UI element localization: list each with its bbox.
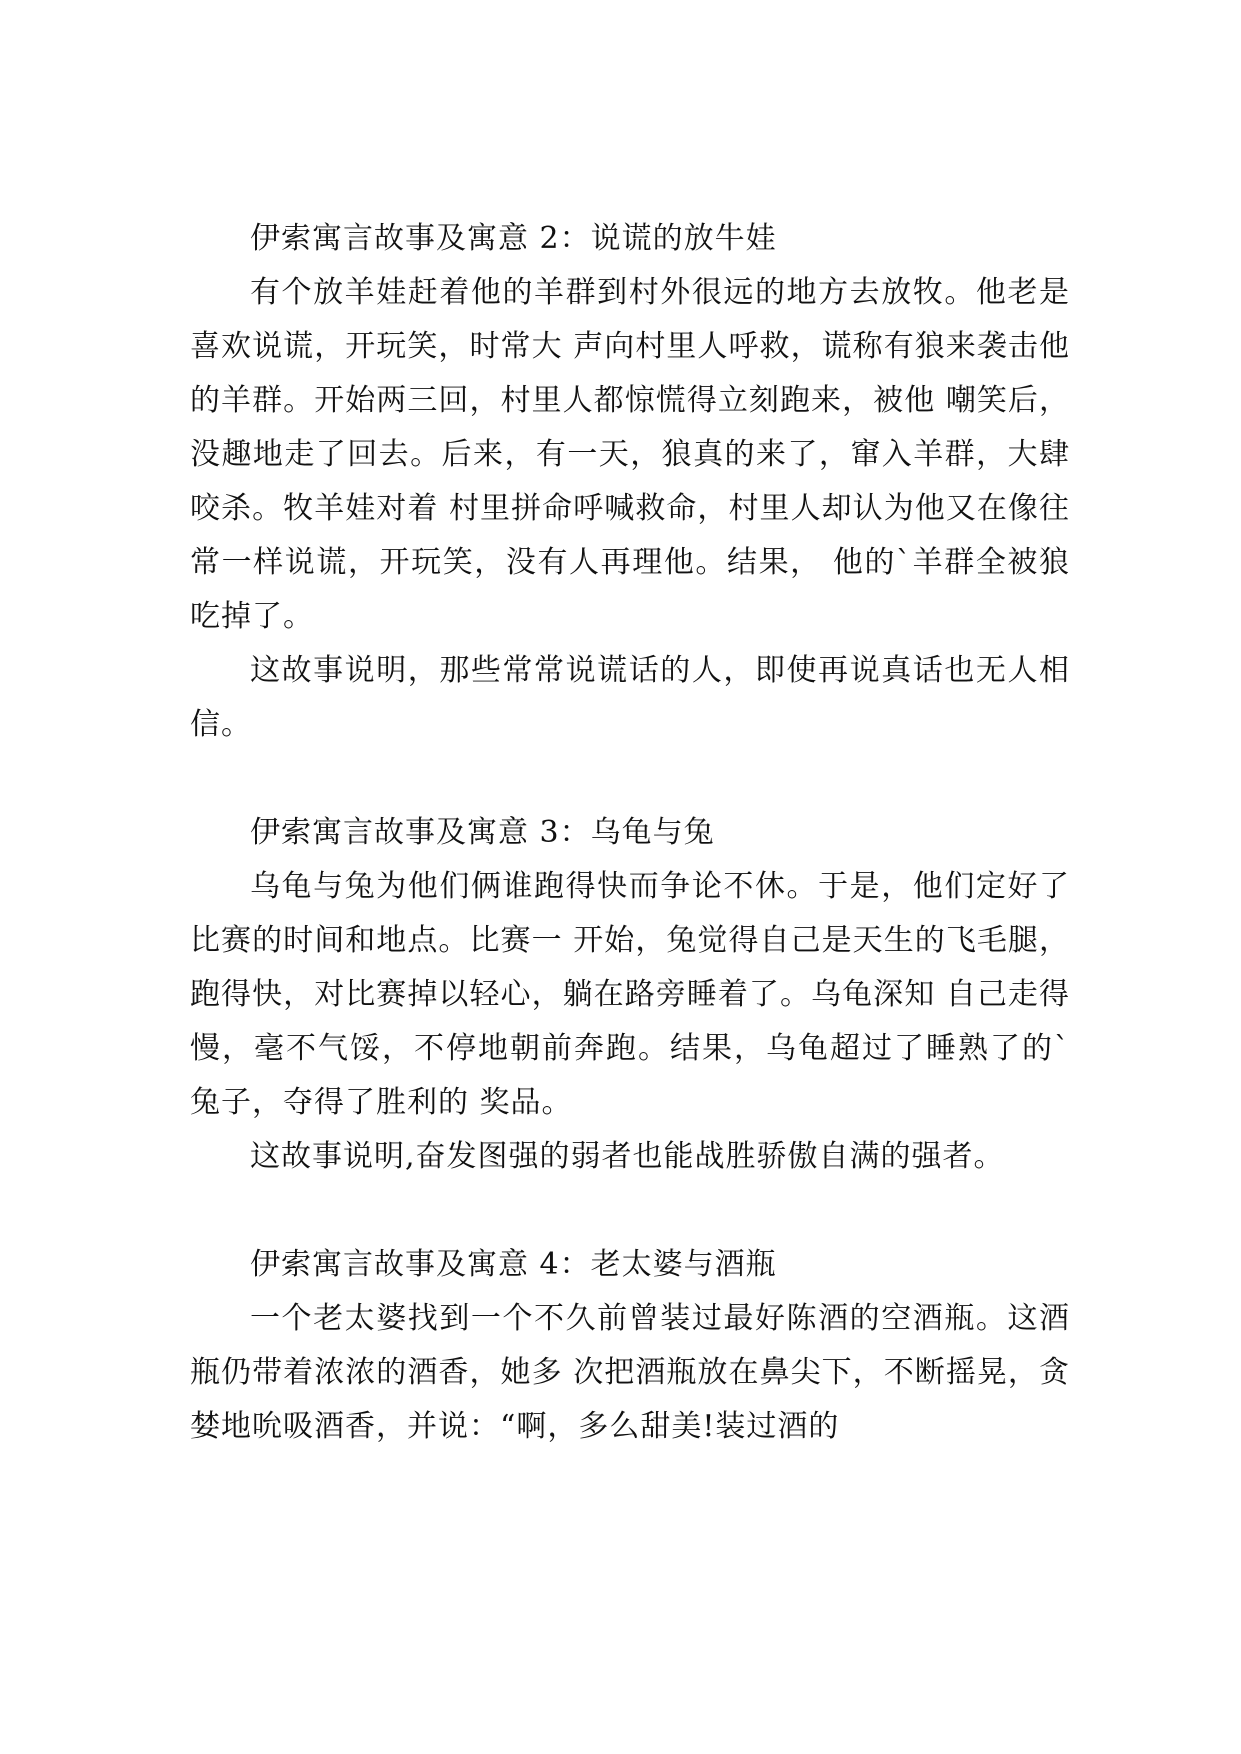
fable-paragraph: 有个放羊娃赶着他的羊群到村外很远的地方去放牧。他老是喜欢说谎，开玩笑，时常大 声向村里人呼救，谎称有狼来袭击他的羊群。开始两三回，村里人都惊慌得立刻跑来，被他 嘲笑后，没趣地走了回去。后来，有一天，狼真的来了，窜入羊群，大肆咬杀。牧羊娃对着 村里拼命呼喊救命，村里人却认为他又在像往常一样说谎，开玩笑，没有人再理他。结果， 他的`羊群全被狼吃掉了。 [190, 275, 1070, 634]
fable-moral: 这故事说明，那些常常说谎话的人，即使再说真话也无人相信。 [190, 653, 1070, 742]
fable-section-4 [190, 1238, 1070, 1454]
fable-heading-4: 伊索寓言故事及寓意 4：老太婆与酒瓶 [250, 1247, 777, 1282]
fable-moral: 这故事说明,奋发图强的弱者也能战胜骄傲自满的强者。 [250, 1139, 1005, 1174]
fable-heading-3: 伊索寓言故事及寓意 3：乌龟与兔 [250, 815, 715, 850]
fable-paragraph: 一个老太婆找到一个不久前曾装过最好陈酒的空酒瓶。这酒瓶仍带着浓浓的酒香，她多 次把酒瓶放在鼻尖下，不断摇晃，贪婪地吮吸酒香，并说：“啊，多么甜美!装过酒的 [190, 1301, 1070, 1444]
fable-section-3 [190, 806, 1070, 1184]
document-body [190, 212, 1070, 1454]
fable-heading-2: 伊索寓言故事及寓意 2：说谎的放牛娃 [250, 221, 777, 256]
fable-paragraph: 乌龟与兔为他们俩谁跑得快而争论不休。于是，他们定好了比赛的时间和地点。比赛一 开始，兔觉得自己是天生的飞毛腿，跑得快，对比赛掉以轻心，躺在路旁睡着了。乌龟深知 自己走得慢，毫不气馁，不停地朝前奔跑。结果，乌龟超过了睡熟了的`兔子，夺得了胜利的 奖品。 [190, 869, 1070, 1120]
fable-section-2 [190, 212, 1070, 752]
